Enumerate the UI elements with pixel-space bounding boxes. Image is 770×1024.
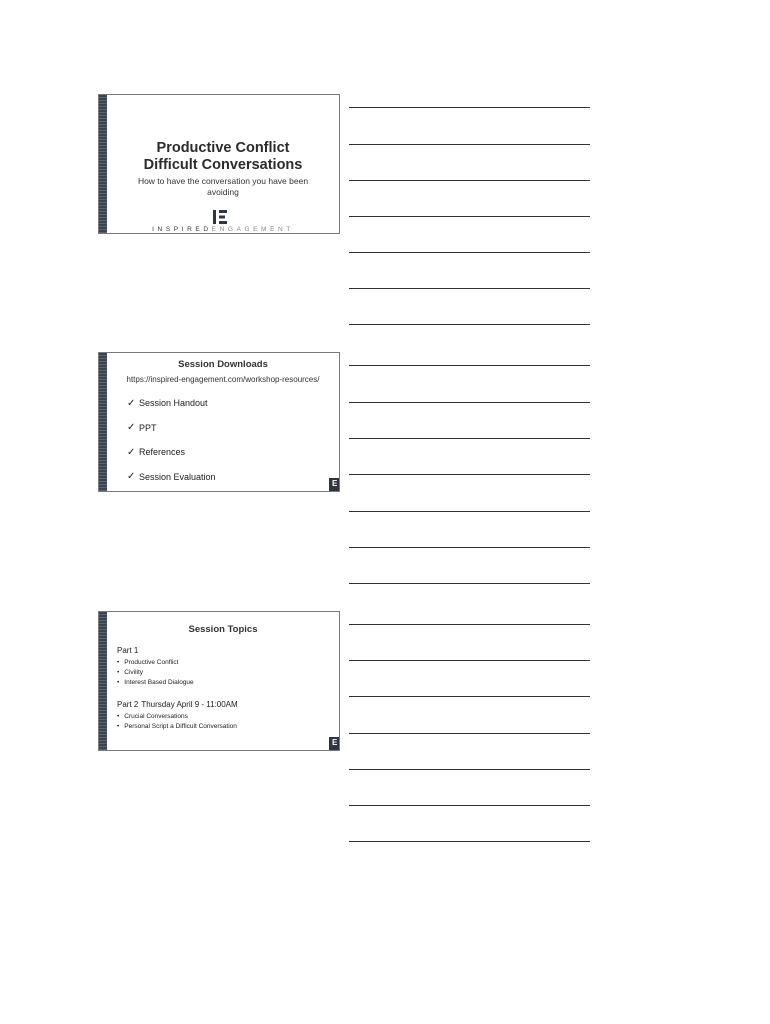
- logo-wordmark: [107, 226, 339, 233]
- logo-mark-icon: E: [332, 738, 338, 747]
- notes-line: [349, 841, 590, 842]
- checkmark-icon: ✓: [127, 446, 136, 458]
- notes-line: [349, 402, 590, 403]
- topic-item: • Interest Based Dialogue: [117, 678, 194, 688]
- slide-title-heading: [107, 140, 339, 174]
- part-2-heading: [117, 700, 238, 709]
- checklist-item: [127, 465, 216, 490]
- slide-session-topics: [98, 611, 340, 751]
- notes-line: [349, 660, 590, 661]
- notes-line: [349, 733, 590, 734]
- part-2-topics: [117, 712, 237, 732]
- topic-item: • Civility: [117, 668, 194, 678]
- slide-session-downloads: [98, 352, 340, 492]
- logo-mark-icon: E: [332, 479, 338, 488]
- slide-title: [98, 94, 340, 234]
- part-2-label: Part 2: [117, 700, 139, 709]
- topic-item: • Personal Script a Difficult Conversation: [117, 722, 237, 732]
- topic-item: • Productive Conflict: [117, 658, 194, 668]
- notes-line: [349, 324, 590, 325]
- notes-line: [349, 583, 590, 584]
- notes-line: [349, 107, 590, 108]
- logo-word-light: ENGAGEMENT: [211, 226, 294, 233]
- slide-title-line-1: Productive Conflict: [156, 140, 290, 156]
- notes-line: [349, 365, 590, 366]
- topic-item: • Crucial Conversations: [117, 712, 237, 722]
- notes-line: [349, 696, 590, 697]
- notes-line: [349, 769, 590, 770]
- inspired-engagement-logo-icon: [213, 210, 227, 224]
- resource-url: https://inspired-engagement.com/workshop-resources/: [126, 375, 320, 384]
- downloads-checklist: [127, 391, 216, 489]
- notes-line: [349, 252, 590, 253]
- notes-line: [349, 438, 590, 439]
- checkmark-icon: ✓: [127, 397, 136, 409]
- slide-heading: Session Topics: [188, 624, 258, 635]
- slide-heading: Session Downloads: [178, 359, 268, 370]
- notes-line: [349, 144, 590, 145]
- notes-line: [349, 547, 590, 548]
- checklist-item: [127, 440, 216, 465]
- notes-line: [349, 180, 590, 181]
- logo-corner-marker: [329, 478, 339, 491]
- checklist-item-label: PPT: [139, 422, 157, 433]
- checklist-item: [127, 416, 216, 441]
- checklist-item-label: Session Handout: [139, 398, 208, 409]
- slide-subtitle: How to have the conversation you have been avoiding: [137, 176, 309, 197]
- checklist-item-label: References: [139, 447, 186, 458]
- checklist-item: [127, 391, 216, 416]
- part-2-date: Thursday April 9 - 11:00AM: [141, 700, 238, 709]
- notes-line: [349, 474, 590, 475]
- notes-line: [349, 288, 590, 289]
- notes-line: [349, 216, 590, 217]
- slide-side-stripe: [99, 612, 107, 750]
- logo-corner-marker: [329, 737, 339, 750]
- checklist-item-label: Session Evaluation: [139, 471, 216, 482]
- notes-line: [349, 511, 590, 512]
- slide-side-stripe: [99, 95, 107, 233]
- slide-title-line-2: Difficult Conversations: [143, 157, 303, 173]
- slide-side-stripe: [99, 353, 107, 491]
- logo-word-dark: INSPIRED: [152, 226, 212, 233]
- checkmark-icon: ✓: [127, 422, 136, 434]
- checkmark-icon: ✓: [127, 471, 136, 483]
- notes-line: [349, 805, 590, 806]
- notes-line: [349, 624, 590, 625]
- part-1-label: Part 1: [117, 646, 139, 655]
- part-1-topics: [117, 658, 194, 688]
